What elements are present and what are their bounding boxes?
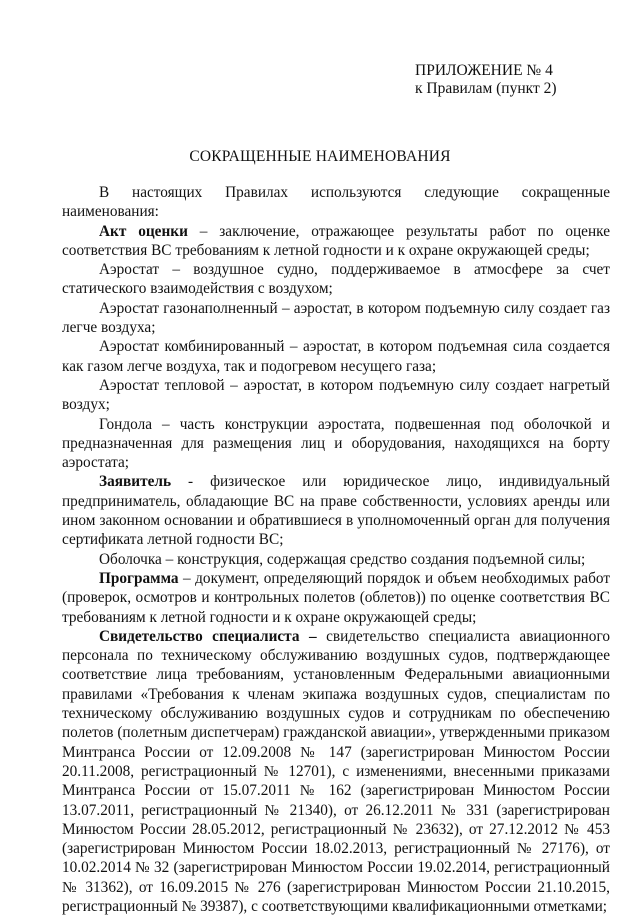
definition-text: – документ, определяющий порядок и объем необходимых работ (проверок, осмотров и контрольных полетов (облетов)) по оценке соответствия ВС требованиям к летной годности и к охране окружающей среды;	[62, 569, 610, 626]
document-body	[62, 183, 610, 916]
definition-text: Аэростат – воздушное судно, поддерживаемое в атмосфере за счет статического взаимодействия с воздухом;	[62, 261, 610, 298]
definition-text: Гондола – часть конструкции аэростата, подвешенная под оболочкой и предназначенная для размещения лиц и оборудования, находящихся на борту аэростата;	[62, 415, 610, 472]
appendix-reference: к Правилам (пункт 2)	[415, 80, 557, 97]
page-title: СОКРАЩЕННЫЕ НАИМЕНОВАНИЯ	[189, 148, 451, 165]
definition-term: Заявитель	[99, 473, 172, 491]
definition-term: Программа	[99, 569, 179, 587]
definition-akt-otsenki	[62, 222, 610, 261]
definition-term: Акт оценки	[99, 222, 188, 240]
definition-text: Аэростат тепловой – аэростат, в котором подъемную силу создает нагретый воздух;	[62, 376, 610, 414]
definition-aerostat-thermal	[62, 376, 610, 415]
definition-text: Аэростат комбинированный – аэростат, в котором подъемная сила создается как газом легче воздуха, так и подогревом несущего газа;	[62, 338, 610, 375]
definition-aerostat-gas	[62, 299, 610, 338]
definition-svidetelstvo	[62, 627, 610, 916]
definition-programma	[62, 569, 610, 627]
definition-text: свидетельство специалиста авиационного персонала по техническому обслуживанию воздушных судов, подтверждающее соответствие лица требованиям, установленным Федеральными авиационными правилами «Требования к членам экипажа воздушных судов, специалистам по техническому обслуживанию воздушных судов и сотрудникам по обеспечению полетов (полетным диспетчерам) гражданской авиации», утвержденными приказом Минтранса России от 12.09.2008 № 147 (зарегистрирован Минюстом России 20.11.2008, регистрационный № 12701), с изменениями, внесенными приказами Минтранса России от 15.07.2011 № 162 (зарегистрирован Минюстом России 13.07.2011, регистрационный № 21340), от 26.12.2011 № 331 (зарегистрирован Минюстом России 28.05.2012, регистрационный № 23632), от 27.12.2012 № 453 (зарегистрирован Минюстом России 18.02.2013, регистрационный № 27176), от 10.02.2014 № 32 (зарегистрирован Минюстом России 19.02.2014, регистрационный № 31362), от 16.09.2015 № 276 (зарегистрирован Минюстом России 21.10.2015, регистрационный № 39387), с соответствующими квалификационными отметками;	[62, 627, 610, 915]
definition-text: Оболочка – конструкция, содержащая средство создания подъемной силы;	[99, 550, 586, 568]
definition-gondola	[62, 415, 610, 473]
definition-text: Аэростат газонаполненный – аэростат, в котором подъемную силу создает газ легче воздуха;	[62, 299, 610, 337]
definition-aerostat	[62, 260, 610, 299]
definition-zayavitel	[62, 472, 610, 549]
definition-term: Свидетельство специалиста –	[99, 627, 317, 645]
definition-text: – заключение, отражающее результаты работ по оценке соответствия ВС требованиям к летной годности и к охране окружающей среды;	[62, 222, 610, 259]
definition-text: - физическое или юридическое лицо, индивидуальный предприниматель, обладающие ВС на праве собственности, условиях аренды или ином законном основании и обратившиеся в уполномоченный орган для получения сертификата летной годности ВС;	[62, 473, 610, 549]
definition-aerostat-combined	[62, 337, 610, 376]
appendix-number: ПРИЛОЖЕНИЕ № 4	[415, 62, 553, 79]
intro-paragraph: В настоящих Правилах используются следующие сокращенные наименования:	[62, 184, 610, 221]
appendix-header	[415, 62, 557, 98]
definition-obolochka	[62, 550, 610, 569]
